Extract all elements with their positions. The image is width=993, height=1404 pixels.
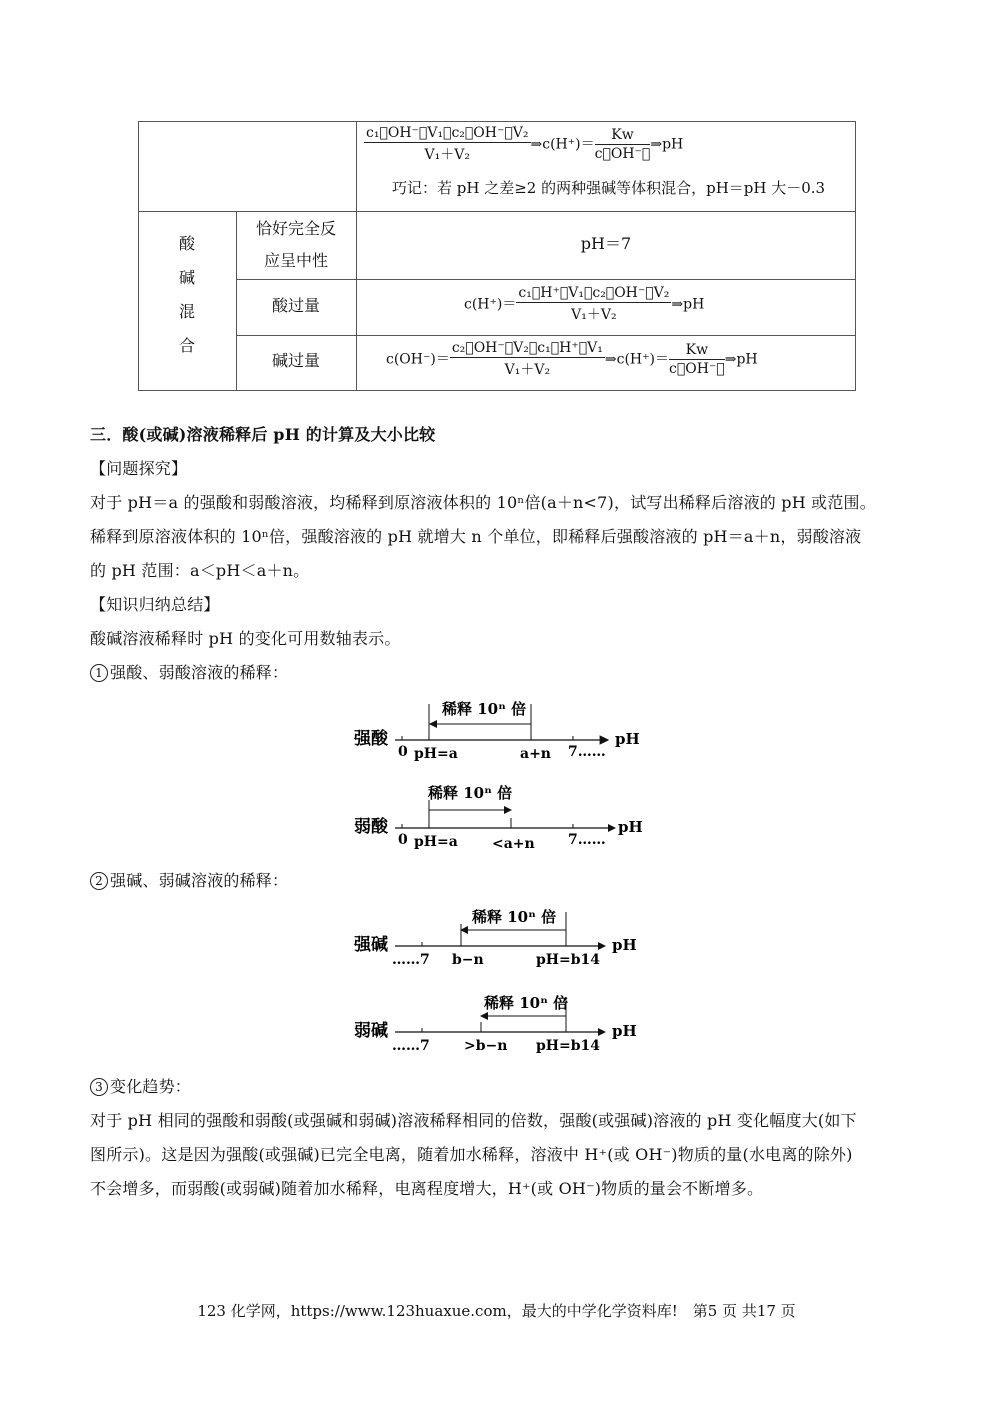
inquiry-answer-line2: 的 pH 范围：a＜pH＜a＋n。: [90, 561, 310, 580]
group-label-char: 酸: [178, 234, 195, 253]
neutral-ph: pH＝7: [580, 234, 632, 253]
group-label: [138, 227, 236, 363]
tick-label: b−n: [452, 952, 484, 968]
kw-denominator: c⃞OH⁻⃞: [594, 146, 651, 162]
trend-line: 图所示)。这是因为强酸(或强碱)已完全电离，随着加水稀释，溶液中 H⁺(或 OH⁻)物质的量(水电离的除外): [90, 1145, 853, 1164]
memory-tip: 巧记：若 pH 之差≥2 的两种强碱等体积混合，pH＝pH 大－0.3: [392, 179, 826, 197]
tick-label: ……7: [392, 1038, 430, 1054]
tick-label: pH=b14: [536, 952, 601, 968]
tick-label: 7……: [568, 744, 606, 760]
formula-denominator: V₁＋V₂: [424, 147, 470, 163]
dilute-label: 稀释 10ⁿ 倍: [472, 908, 557, 926]
base-excess-formula: c(OH⁻)＝ $\frac{\text{c₂⃞OH⁻⃞V₂－c₁⃞H⁺⃞V₁}}{\text{V₁＋V₂}}$ ⇒c(H⁺)＝ $\frac{Kw}{c⃞OH^-⃞}$ ⇒pH: [386, 340, 758, 378]
tick-label: pH=a: [414, 746, 458, 762]
item-1: 1 强酸、弱酸溶液的稀释：: [90, 660, 288, 683]
dilute-label: 稀释 10ⁿ 倍: [484, 994, 569, 1012]
strong-acid-axis: [340, 690, 660, 770]
dilute-label: 稀释 10ⁿ 倍: [442, 700, 527, 718]
group-label-char: 混: [178, 302, 195, 321]
summary-line: 酸碱溶液稀释时 pH 的变化可用数轴表示。: [90, 629, 401, 648]
item-2: 2 强碱、弱碱溶液的稀释：: [90, 868, 288, 891]
row-label-acid-excess: 酸过量: [271, 296, 320, 315]
weak-acid-label: 弱酸: [354, 817, 388, 837]
inquiry-answer-line1: 稀释到原溶液体积的 10ⁿ倍，强酸溶液的 pH 就增大 n 个单位，即稀释后强酸溶液的 pH＝a＋n，弱酸溶液: [90, 527, 862, 546]
ph-axis-label: pH: [615, 730, 640, 748]
tick-label: ……7: [392, 952, 430, 968]
ph-axis-label: pH: [618, 818, 643, 836]
strong-base-axis: [340, 900, 660, 974]
tick-label: a+n: [520, 746, 551, 762]
circled-number: 1: [90, 664, 108, 682]
tick-label: pH=a: [414, 834, 458, 850]
formula-implies: ⇒c(H⁺)＝: [530, 136, 595, 153]
tick-label: 0: [398, 744, 408, 760]
circled-number: 2: [90, 872, 108, 890]
section-title: 三．酸(或碱)溶液稀释后 pH 的计算及大小比较: [90, 425, 436, 444]
tick-label: >b−n: [464, 1038, 508, 1054]
trend-line: 对于 pH 相同的强酸和弱酸(或强碱和弱碱)溶液稀释相同的倍数，强酸(或强碱)溶液的 pH 变化幅度大(如下: [90, 1111, 857, 1130]
dilute-label: 稀释 10ⁿ 倍: [428, 784, 513, 802]
item-3: 3 变化趋势：: [90, 1074, 191, 1097]
weak-acid-axis: [340, 778, 660, 858]
tick-label: pH=b14: [536, 1038, 601, 1054]
row-label-base-excess: 碱过量: [271, 351, 320, 370]
ph-axis-label: pH: [612, 936, 637, 954]
trend-line: 不会增多，而弱酸(或弱碱)随着加水稀释，电离程度增大，H⁺(或 OH⁻)物质的量会不断增多。: [90, 1179, 764, 1198]
tick-label: <a+n: [492, 836, 535, 852]
group-label-char: 合: [178, 336, 195, 355]
inquiry-heading: 【问题探究】: [90, 459, 188, 478]
tick-label: 7……: [568, 832, 606, 848]
strong-base-label: 强碱: [354, 935, 388, 955]
circled-number: 3: [90, 1078, 108, 1096]
inquiry-question: 对于 pH＝a 的强酸和弱酸溶液，均稀释到原溶液体积的 10ⁿ倍(a＋n<7)，试写出稀释后溶液的 pH 或范围。: [90, 493, 876, 512]
page-footer: 123 化学网，https://www.123huaxue.com，最大的中学化学资料库! 第5 页 共17 页: [197, 1302, 796, 1320]
strong-acid-label: 强酸: [354, 729, 388, 749]
formula-result: ⇒pH: [650, 136, 684, 153]
formula-numerator: c₁⃞OH⁻⃞V₁＋c₂⃞OH⁻⃞V₂: [366, 125, 529, 141]
summary-heading: 【知识归纳总结】: [90, 595, 220, 614]
mixing-table: [138, 121, 856, 391]
group-label-char: 碱: [178, 268, 195, 287]
weak-base-label: 弱碱: [354, 1021, 388, 1041]
acid-excess-formula: c(H⁺)＝ $\frac{\text{c₁⃞H⁺⃞V₁－c₂⃞OH⁻⃞V₂}}{\text{V₁＋V₂}}$ ⇒pH: [464, 285, 705, 323]
weak-base-axis: [340, 986, 660, 1060]
ph-axis-label: pH: [612, 1022, 637, 1040]
row-label-neutral: 恰好完全反 应呈中性: [255, 219, 336, 270]
kw-numerator: Kw: [595, 127, 651, 145]
strong-base-mix-formula: [364, 125, 683, 164]
tick-label: 0: [398, 832, 408, 848]
